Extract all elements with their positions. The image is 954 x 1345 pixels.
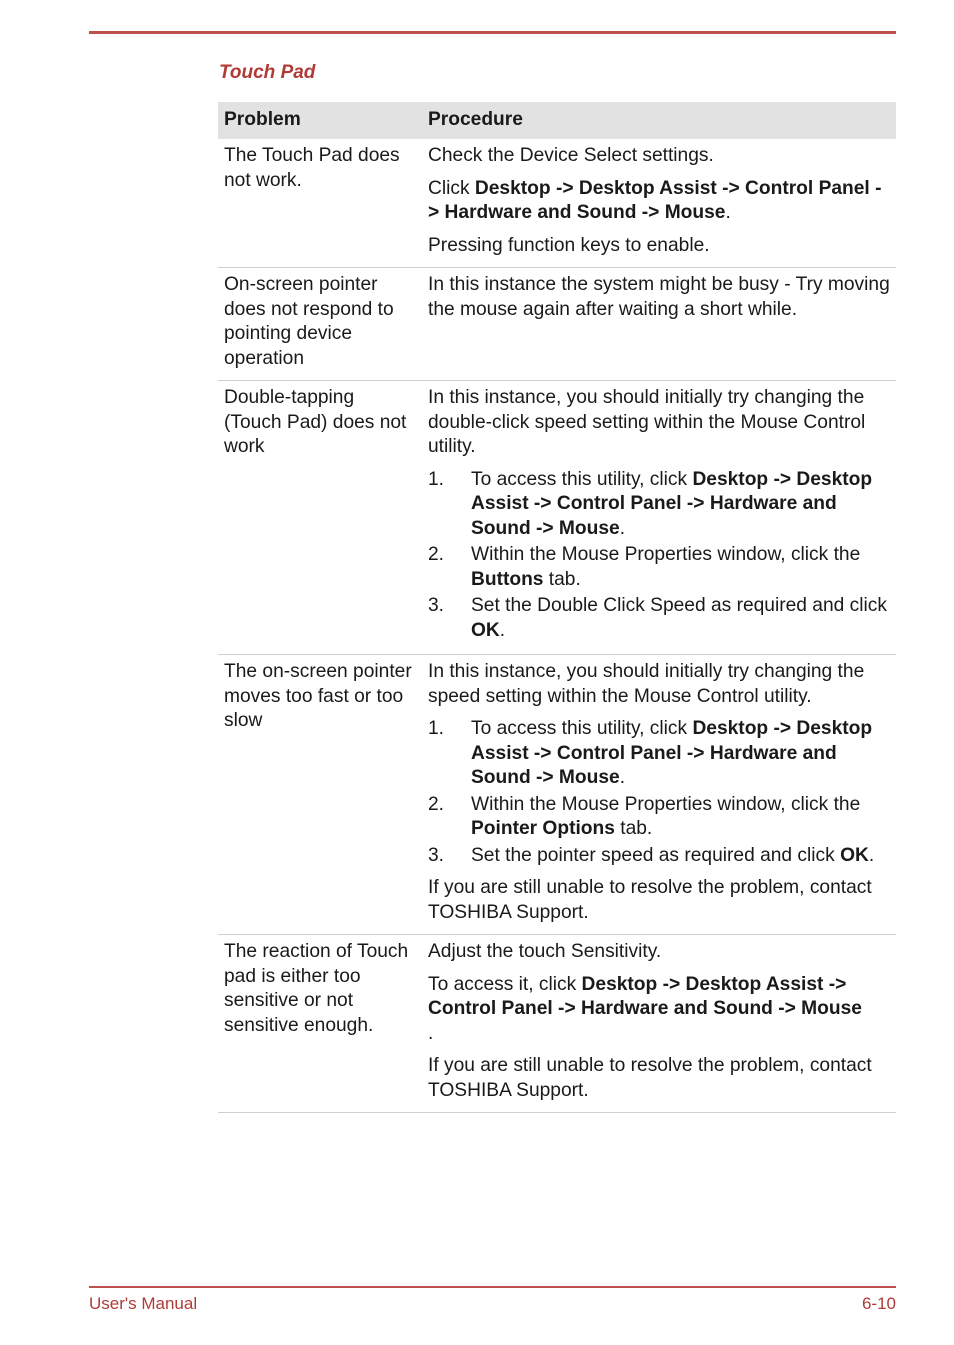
text-run: Click	[428, 177, 475, 199]
table-row	[218, 268, 896, 381]
table-row	[218, 381, 896, 655]
table-row	[218, 935, 896, 1113]
text-run: Adjust the touch Sensitivity.	[428, 941, 662, 962]
procedure-cell	[422, 655, 896, 935]
bold-text-run: OK	[471, 619, 500, 641]
text-run: Set the Double Click Speed as required and click	[471, 595, 887, 616]
step-number: 3.	[428, 595, 445, 616]
header-procedure: Procedure	[422, 102, 896, 139]
procedure-steps	[428, 468, 892, 644]
procedure-paragraph	[428, 660, 892, 709]
bold-text-run: Pointer Options	[471, 818, 615, 839]
procedure-paragraph	[428, 973, 892, 1047]
procedure-steps	[428, 717, 892, 868]
text-run: In this instance, you should initially try changing the speed setting within the Mouse Control utility.	[428, 661, 865, 707]
step-number: 2.	[428, 793, 445, 815]
bold-text-run: Desktop -> Desktop Assist -> Control Panel -> Hardware and Sound -> Mouse	[428, 973, 862, 1019]
procedure-paragraph	[428, 1054, 892, 1103]
text-run: tab.	[543, 568, 581, 590]
procedure-cell	[422, 381, 896, 655]
text-run: If you are still unable to resolve the problem, contact TOSHIBA Support.	[428, 877, 872, 923]
procedure-paragraph	[428, 273, 892, 322]
text-run: In this instance, you should initially try changing the double-click speed setting within the Mouse Control utility.	[428, 387, 866, 457]
procedure-cell	[422, 139, 896, 268]
problem-cell: Double-tapping (Touch Pad) does not work	[218, 381, 422, 655]
step-number: 2.	[428, 544, 445, 565]
step-number: 1.	[428, 718, 445, 739]
text-run: .	[619, 517, 626, 539]
text-run: Set the pointer speed as required and click	[471, 844, 841, 866]
text-run: If you are still unable to resolve the problem, contact TOSHIBA Support.	[428, 1055, 872, 1101]
text-run: To access it, click	[428, 973, 582, 995]
text-run: Check the Device Select settings.	[428, 145, 714, 166]
procedure-step	[428, 844, 892, 869]
step-number: 3.	[428, 844, 445, 866]
header-problem: Problem	[218, 102, 422, 139]
text-run: To access this utility, click	[471, 718, 693, 739]
bold-text-run: Desktop -> Desktop Assist -> Control Panel -> Hardware and Sound -> Mouse	[471, 718, 873, 788]
table-row	[218, 655, 896, 935]
procedure-paragraph	[428, 940, 892, 965]
procedure-step	[428, 594, 892, 643]
text-run: Within the Mouse Properties window, click the	[471, 544, 861, 565]
text-run: .	[725, 202, 731, 223]
text-run: .	[619, 767, 626, 788]
table-header-row	[218, 102, 896, 139]
text-run: .	[499, 619, 506, 641]
procedure-cell	[422, 935, 896, 1113]
procedure-paragraph	[428, 234, 892, 259]
text-run: In this instance the system might be busy - Try moving the mouse again after waiting a short while.	[428, 274, 890, 320]
procedure-paragraph	[428, 876, 892, 925]
problem-cell: The reaction of Touch pad is either too sensitive or not sensitive enough.	[218, 935, 422, 1113]
table-row	[218, 139, 896, 268]
footer-manual-name: User's Manual	[89, 1294, 198, 1313]
text-run: Within the Mouse Properties window, click the	[471, 793, 861, 815]
procedure-step	[428, 543, 892, 592]
procedure-cell	[422, 268, 896, 381]
problem-cell: On-screen pointer does not respond to pointing device operation	[218, 268, 422, 381]
bold-text-run: Buttons	[471, 568, 544, 590]
step-number: 1.	[428, 468, 445, 490]
problem-cell: The on-screen pointer moves too fast or too slow	[218, 655, 422, 935]
top-rule	[89, 31, 896, 34]
procedure-paragraph	[428, 386, 892, 460]
procedure-step	[428, 717, 892, 791]
section-title: Touch Pad	[219, 62, 316, 83]
procedure-paragraph	[428, 177, 892, 226]
text-run: tab.	[614, 818, 653, 839]
problem-cell: The Touch Pad does not work.	[218, 139, 422, 268]
bottom-rule	[89, 1286, 896, 1288]
procedure-step	[428, 793, 892, 842]
bold-text-run: Desktop -> Desktop Assist -> Control Panel -> Hardware and Sound -> Mouse	[471, 468, 873, 539]
text-run: .	[428, 1022, 434, 1044]
footer-page-number: 6-10	[861, 1294, 896, 1313]
text-run: To access this utility, click	[471, 468, 693, 490]
text-run: Pressing function keys to enable.	[428, 234, 710, 256]
procedure-step	[428, 468, 892, 542]
table-body	[218, 139, 896, 1113]
procedure-paragraph	[428, 144, 892, 169]
text-run: .	[868, 844, 875, 866]
bold-text-run: OK	[840, 844, 869, 866]
bold-text-run: Desktop -> Desktop Assist -> Control Panel -> Hardware and Sound -> Mouse	[428, 177, 882, 223]
troubleshooting-table	[218, 102, 896, 1113]
